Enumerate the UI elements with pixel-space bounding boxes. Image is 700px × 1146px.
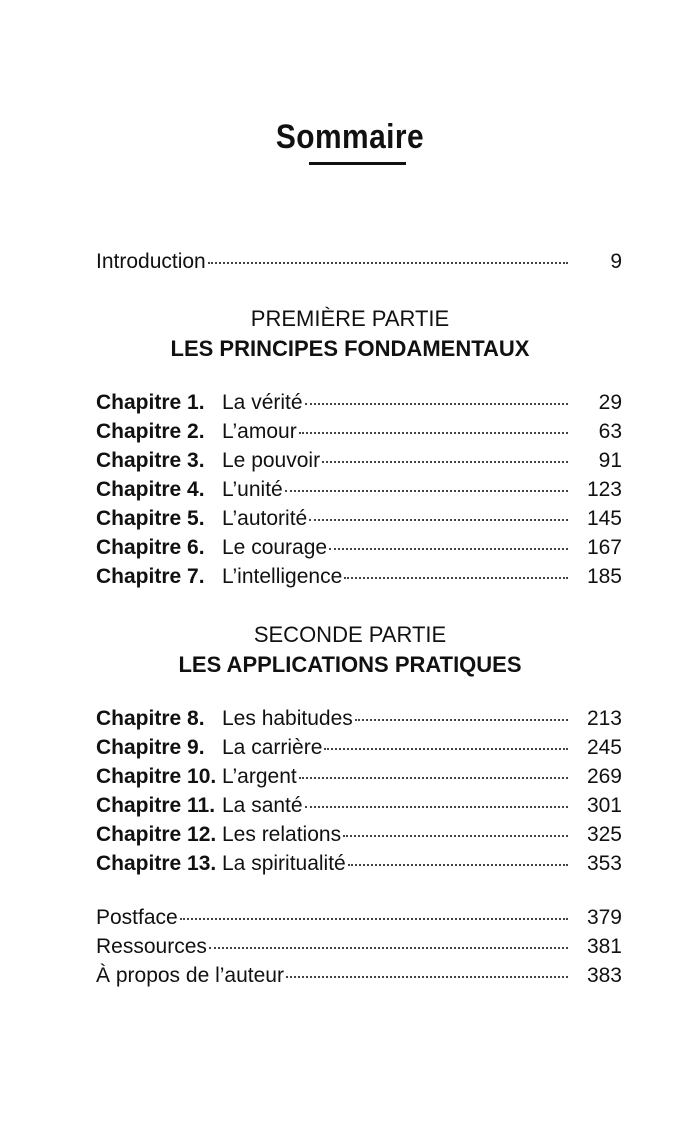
toc-page-number: 145: [586, 507, 622, 530]
toc-page-number: 29: [598, 391, 622, 414]
dot-leader: [355, 719, 568, 721]
chapter-number: Chapitre 3.: [96, 449, 205, 472]
toc-chapter-entry[interactable]: [96, 505, 622, 533]
title-underline: [309, 162, 406, 165]
part2-subtitle: SECONDE PARTIE: [253, 622, 447, 647]
chapter-title: La vérité: [222, 391, 303, 414]
chapter-number: Chapitre 11.: [96, 794, 216, 817]
chapter-title: Le pouvoir: [222, 449, 321, 472]
part1-title: LES PRINCIPES FONDAMENTAUX: [170, 336, 530, 361]
dot-leader: [322, 461, 568, 463]
chapter-number: Chapitre 2.: [96, 420, 205, 443]
dot-leader: [348, 864, 568, 866]
toc-page-number: 245: [586, 736, 622, 759]
page-title: Sommaire: [275, 118, 425, 156]
chapter-title: L’amour: [222, 420, 297, 443]
chapter-number: Chapitre 8.: [96, 707, 205, 730]
dot-leader: [208, 262, 568, 264]
toc-chapter-entry[interactable]: [96, 563, 622, 591]
chapter-title: La spiritualité: [222, 852, 346, 875]
toc-entry-label: Ressources: [96, 935, 207, 958]
toc-chapter-entry[interactable]: [96, 447, 622, 475]
toc-chapter-entry[interactable]: [96, 476, 622, 504]
toc-page-number: 123: [586, 478, 622, 501]
part2-title: LES APPLICATIONS PRATIQUES: [178, 652, 522, 677]
toc-entry-label: À propos de l’auteur: [96, 964, 284, 987]
dot-leader: [324, 748, 568, 750]
dot-leader: [343, 835, 568, 837]
toc-page-number: 213: [586, 707, 622, 730]
dot-leader: [305, 403, 568, 405]
toc-backmatter-entry[interactable]: [96, 962, 622, 990]
chapter-title: La carrière: [222, 736, 323, 759]
dot-leader: [180, 918, 568, 920]
dot-leader: [329, 548, 568, 550]
chapter-number: Chapitre 13.: [96, 852, 217, 875]
chapter-title: L’argent: [222, 765, 297, 788]
toc-page-number: 185: [586, 565, 622, 588]
dot-leader: [299, 432, 568, 434]
toc-entry-label: Postface: [96, 906, 178, 929]
toc-page-number: 269: [586, 765, 622, 788]
toc-entry-introduction[interactable]: [96, 248, 622, 276]
toc-chapter-entry[interactable]: [96, 763, 622, 791]
dot-leader: [299, 777, 568, 779]
toc-chapter-entry[interactable]: [96, 792, 622, 820]
dot-leader: [209, 947, 568, 949]
chapter-title: Les relations: [222, 823, 342, 846]
toc-page-number: 91: [598, 449, 622, 472]
chapter-number: Chapitre 4.: [96, 478, 205, 501]
toc-entry-label: Introduction: [96, 250, 206, 273]
toc-page-number: 9: [610, 250, 622, 273]
part1-subtitle: PREMIÈRE PARTIE: [250, 306, 450, 331]
toc-backmatter-entry[interactable]: [96, 904, 622, 932]
chapter-number: Chapitre 10.: [96, 765, 217, 788]
chapter-number: Chapitre 12.: [96, 823, 217, 846]
chapter-title: Les habitudes: [222, 707, 353, 730]
toc-page-number: 63: [598, 420, 622, 443]
chapter-title: L’unité: [222, 478, 283, 501]
chapter-title: L’autorité: [222, 507, 308, 530]
chapter-number: Chapitre 1.: [96, 391, 205, 414]
toc-backmatter-entry[interactable]: [96, 933, 622, 961]
chapter-number: Chapitre 7.: [96, 565, 205, 588]
toc-page-number: 167: [586, 536, 622, 559]
toc-chapter-entry[interactable]: [96, 418, 622, 446]
chapter-title: Le courage: [222, 536, 328, 559]
toc-page-number: 381: [586, 935, 622, 958]
toc-chapter-entry[interactable]: [96, 389, 622, 417]
chapter-number: Chapitre 9.: [96, 736, 205, 759]
chapter-number: Chapitre 5.: [96, 507, 205, 530]
chapter-title: L’intelligence: [222, 565, 343, 588]
toc-page-number: 353: [586, 852, 622, 875]
dot-leader: [344, 577, 568, 579]
chapter-number: Chapitre 6.: [96, 536, 205, 559]
toc-page-number: 301: [586, 794, 622, 817]
toc-chapter-entry[interactable]: [96, 705, 622, 733]
toc-chapter-entry[interactable]: [96, 821, 622, 849]
dot-leader: [285, 490, 568, 492]
toc-chapter-entry[interactable]: [96, 534, 622, 562]
chapter-title: La santé: [222, 794, 303, 817]
toc-page-number: 383: [586, 964, 622, 987]
toc-chapter-entry[interactable]: [96, 850, 622, 878]
dot-leader: [286, 976, 568, 978]
toc-page-number: 325: [586, 823, 622, 846]
dot-leader: [305, 806, 568, 808]
toc-page-number: 379: [586, 906, 622, 929]
toc-chapter-entry[interactable]: [96, 734, 622, 762]
dot-leader: [309, 519, 568, 521]
